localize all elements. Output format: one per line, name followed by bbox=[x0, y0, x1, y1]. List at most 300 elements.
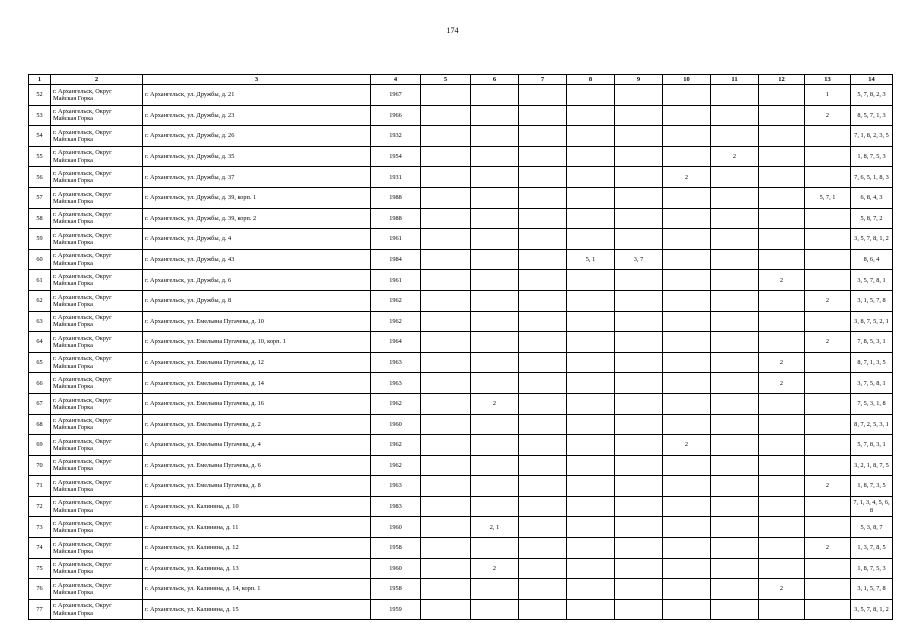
col5-cell bbox=[421, 311, 471, 332]
col6-cell bbox=[471, 167, 519, 188]
col9-cell bbox=[615, 579, 663, 600]
address-cell: г. Архангельск, ул. Емельяна Пугачева, д. 10, корп. 1 bbox=[143, 332, 371, 353]
year-cell: 1983 bbox=[371, 496, 421, 517]
col13-cell bbox=[805, 496, 851, 517]
col7-cell bbox=[519, 496, 567, 517]
col10-cell bbox=[663, 496, 711, 517]
table-row bbox=[29, 126, 893, 147]
col10-cell bbox=[663, 311, 711, 332]
row-number-cell: 61 bbox=[29, 270, 51, 291]
district-cell: г. Архангельск, Округ Майская Горка bbox=[51, 414, 143, 435]
col5-cell bbox=[421, 332, 471, 353]
year-cell: 1959 bbox=[371, 599, 421, 620]
col9-cell bbox=[615, 208, 663, 229]
col13-cell bbox=[805, 249, 851, 270]
col12-cell bbox=[759, 311, 805, 332]
col11-cell bbox=[711, 167, 759, 188]
col10-cell bbox=[663, 290, 711, 311]
row-number-cell: 57 bbox=[29, 187, 51, 208]
year-cell: 1962 bbox=[371, 393, 421, 414]
col11-cell bbox=[711, 373, 759, 394]
column-header-14: 14 bbox=[851, 75, 893, 85]
col7-cell bbox=[519, 208, 567, 229]
col8-cell bbox=[567, 496, 615, 517]
table-row bbox=[29, 208, 893, 229]
col14-cell: 3, 2, 1, 8, 7, 5 bbox=[851, 455, 893, 476]
col14-cell: 5, 3, 8, 7 bbox=[851, 517, 893, 538]
year-cell: 1961 bbox=[371, 270, 421, 291]
district-cell: г. Архангельск, Округ Майская Горка bbox=[51, 187, 143, 208]
district-cell: г. Архангельск, Округ Майская Горка bbox=[51, 311, 143, 332]
col10-cell bbox=[663, 208, 711, 229]
col9-cell bbox=[615, 332, 663, 353]
col7-cell bbox=[519, 599, 567, 620]
col7-cell bbox=[519, 332, 567, 353]
col13-cell bbox=[805, 435, 851, 456]
col11-cell bbox=[711, 187, 759, 208]
col7-cell bbox=[519, 270, 567, 291]
col13-cell bbox=[805, 599, 851, 620]
col14-cell: 8, 6, 4 bbox=[851, 249, 893, 270]
table-row bbox=[29, 579, 893, 600]
row-number-cell: 53 bbox=[29, 105, 51, 126]
year-cell: 1958 bbox=[371, 538, 421, 559]
col8-cell bbox=[567, 229, 615, 250]
col12-cell bbox=[759, 455, 805, 476]
col5-cell bbox=[421, 373, 471, 394]
address-cell: г. Архангельск, ул. Дружбы, д. 37 bbox=[143, 167, 371, 188]
col8-cell bbox=[567, 558, 615, 579]
column-header-13: 13 bbox=[805, 75, 851, 85]
col9-cell bbox=[615, 414, 663, 435]
col12-cell bbox=[759, 393, 805, 414]
col12-cell bbox=[759, 538, 805, 559]
col12-cell: 2 bbox=[759, 373, 805, 394]
district-cell: г. Архангельск, Округ Майская Горка bbox=[51, 208, 143, 229]
col10-cell bbox=[663, 455, 711, 476]
col6-cell bbox=[471, 249, 519, 270]
col11-cell bbox=[711, 558, 759, 579]
address-cell: г. Архангельск, ул. Емельяна Пугачева, д. 16 bbox=[143, 393, 371, 414]
col7-cell bbox=[519, 126, 567, 147]
col13-cell bbox=[805, 579, 851, 600]
col11-cell bbox=[711, 311, 759, 332]
col10-cell bbox=[663, 126, 711, 147]
col13-cell bbox=[805, 229, 851, 250]
row-number-cell: 60 bbox=[29, 249, 51, 270]
year-cell: 1963 bbox=[371, 352, 421, 373]
district-cell: г. Архангельск, Округ Майская Горка bbox=[51, 435, 143, 456]
col13-cell bbox=[805, 270, 851, 291]
address-cell: г. Архангельск, ул. Калинина, д. 15 bbox=[143, 599, 371, 620]
col8-cell bbox=[567, 579, 615, 600]
col14-cell: 3, 5, 7, 8, 1, 2 bbox=[851, 599, 893, 620]
table-row bbox=[29, 187, 893, 208]
col13-cell: 2 bbox=[805, 290, 851, 311]
col5-cell bbox=[421, 496, 471, 517]
address-cell: г. Архангельск, ул. Емельяна Пугачева, д. 8 bbox=[143, 476, 371, 497]
col11-cell bbox=[711, 126, 759, 147]
col11-cell bbox=[711, 414, 759, 435]
district-cell: г. Архангельск, Округ Майская Горка bbox=[51, 455, 143, 476]
col10-cell bbox=[663, 558, 711, 579]
col5-cell bbox=[421, 270, 471, 291]
col7-cell bbox=[519, 517, 567, 538]
year-cell: 1962 bbox=[371, 290, 421, 311]
col6-cell bbox=[471, 332, 519, 353]
col10-cell: 2 bbox=[663, 435, 711, 456]
col7-cell bbox=[519, 538, 567, 559]
col14-cell: 3, 1, 5, 7, 8 bbox=[851, 579, 893, 600]
col14-cell: 3, 1, 5, 7, 8 bbox=[851, 290, 893, 311]
col13-cell: 2 bbox=[805, 476, 851, 497]
table-row bbox=[29, 332, 893, 353]
col11-cell bbox=[711, 290, 759, 311]
col5-cell bbox=[421, 599, 471, 620]
col7-cell bbox=[519, 579, 567, 600]
col7-cell bbox=[519, 311, 567, 332]
col6-cell bbox=[471, 126, 519, 147]
col6-cell bbox=[471, 414, 519, 435]
col9-cell bbox=[615, 517, 663, 538]
col12-cell bbox=[759, 167, 805, 188]
col5-cell bbox=[421, 126, 471, 147]
col6-cell bbox=[471, 187, 519, 208]
address-cell: г. Архангельск, ул. Емельяна Пугачева, д. 12 bbox=[143, 352, 371, 373]
col9-cell bbox=[615, 105, 663, 126]
col12-cell bbox=[759, 435, 805, 456]
col7-cell bbox=[519, 85, 567, 106]
col14-cell: 7, 5, 3, 1, 8 bbox=[851, 393, 893, 414]
col8-cell bbox=[567, 393, 615, 414]
table-row bbox=[29, 311, 893, 332]
col9-cell bbox=[615, 311, 663, 332]
col10-cell bbox=[663, 579, 711, 600]
col5-cell bbox=[421, 517, 471, 538]
district-cell: г. Архангельск, Округ Майская Горка bbox=[51, 290, 143, 311]
col8-cell bbox=[567, 599, 615, 620]
col11-cell bbox=[711, 538, 759, 559]
col12-cell bbox=[759, 208, 805, 229]
table-row bbox=[29, 85, 893, 106]
column-header-11: 11 bbox=[711, 75, 759, 85]
district-cell: г. Архангельск, Округ Майская Горка bbox=[51, 373, 143, 394]
col8-cell bbox=[567, 352, 615, 373]
col11-cell bbox=[711, 476, 759, 497]
col9-cell bbox=[615, 455, 663, 476]
address-cell: г. Архангельск, ул. Дружбы, д. 6 bbox=[143, 270, 371, 291]
col10-cell bbox=[663, 476, 711, 497]
page-number: 174 bbox=[446, 26, 459, 35]
col8-cell bbox=[567, 208, 615, 229]
col9-cell bbox=[615, 496, 663, 517]
col9-cell bbox=[615, 126, 663, 147]
col14-cell: 3, 5, 7, 8, 1, 2 bbox=[851, 229, 893, 250]
col8-cell bbox=[567, 435, 615, 456]
col5-cell bbox=[421, 455, 471, 476]
col13-cell bbox=[805, 517, 851, 538]
row-number-cell: 69 bbox=[29, 435, 51, 456]
table-row bbox=[29, 270, 893, 291]
table-row bbox=[29, 393, 893, 414]
col12-cell: 2 bbox=[759, 270, 805, 291]
col5-cell bbox=[421, 167, 471, 188]
col7-cell bbox=[519, 455, 567, 476]
year-cell: 1960 bbox=[371, 558, 421, 579]
column-header-7: 7 bbox=[519, 75, 567, 85]
col13-cell: 2 bbox=[805, 105, 851, 126]
table-row bbox=[29, 146, 893, 167]
table-row bbox=[29, 249, 893, 270]
row-number-cell: 62 bbox=[29, 290, 51, 311]
address-cell: г. Архангельск, ул. Дружбы, д. 23 bbox=[143, 105, 371, 126]
table-row bbox=[29, 290, 893, 311]
col7-cell bbox=[519, 393, 567, 414]
col10-cell bbox=[663, 270, 711, 291]
column-header-5: 5 bbox=[421, 75, 471, 85]
col14-cell: 1, 8, 7, 5, 3 bbox=[851, 146, 893, 167]
col14-cell: 7, 1, 8, 2, 3, 5 bbox=[851, 126, 893, 147]
column-header-1: 1 bbox=[29, 75, 51, 85]
year-cell: 1988 bbox=[371, 187, 421, 208]
address-cell: г. Архангельск, ул. Дружбы, д. 26 bbox=[143, 126, 371, 147]
column-header-3: 3 bbox=[143, 75, 371, 85]
table-row bbox=[29, 352, 893, 373]
col10-cell bbox=[663, 332, 711, 353]
col14-cell: 6, 8, 4, 3 bbox=[851, 187, 893, 208]
table-row bbox=[29, 229, 893, 250]
col6-cell bbox=[471, 105, 519, 126]
col11-cell bbox=[711, 455, 759, 476]
col14-cell: 7, 1, 3, 4, 5, 6, 8 bbox=[851, 496, 893, 517]
district-cell: г. Архангельск, Округ Майская Горка bbox=[51, 496, 143, 517]
table-row bbox=[29, 455, 893, 476]
col5-cell bbox=[421, 558, 471, 579]
year-cell: 1962 bbox=[371, 311, 421, 332]
district-cell: г. Архангельск, Округ Майская Горка bbox=[51, 270, 143, 291]
table-row bbox=[29, 558, 893, 579]
district-cell: г. Архангельск, Округ Майская Горка bbox=[51, 146, 143, 167]
col12-cell: 2 bbox=[759, 579, 805, 600]
col11-cell bbox=[711, 332, 759, 353]
year-cell: 1967 bbox=[371, 85, 421, 106]
col13-cell: 2 bbox=[805, 332, 851, 353]
district-cell: г. Архангельск, Округ Майская Горка bbox=[51, 538, 143, 559]
col14-cell: 3, 7, 5, 8, 1 bbox=[851, 373, 893, 394]
col8-cell bbox=[567, 146, 615, 167]
col5-cell bbox=[421, 146, 471, 167]
address-cell: г. Архангельск, ул. Емельяна Пугачева, д. 10 bbox=[143, 311, 371, 332]
col8-cell bbox=[567, 85, 615, 106]
col10-cell bbox=[663, 146, 711, 167]
row-number-cell: 67 bbox=[29, 393, 51, 414]
district-cell: г. Архангельск, Округ Майская Горка bbox=[51, 517, 143, 538]
col12-cell bbox=[759, 476, 805, 497]
address-cell: г. Архангельск, ул. Емельяна Пугачева, д. 4 bbox=[143, 435, 371, 456]
district-cell: г. Архангельск, Округ Майская Горка bbox=[51, 476, 143, 497]
district-cell: г. Архангельск, Округ Майская Горка bbox=[51, 579, 143, 600]
year-cell: 1988 bbox=[371, 208, 421, 229]
col10-cell bbox=[663, 414, 711, 435]
row-number-cell: 68 bbox=[29, 414, 51, 435]
col5-cell bbox=[421, 85, 471, 106]
col11-cell bbox=[711, 599, 759, 620]
district-cell: г. Архангельск, Округ Майская Горка bbox=[51, 332, 143, 353]
year-cell: 1932 bbox=[371, 126, 421, 147]
table-row bbox=[29, 105, 893, 126]
address-cell: г. Архангельск, ул. Дружбы, д. 43 bbox=[143, 249, 371, 270]
col9-cell bbox=[615, 599, 663, 620]
col6-cell bbox=[471, 85, 519, 106]
col8-cell bbox=[567, 290, 615, 311]
col13-cell bbox=[805, 393, 851, 414]
row-number-cell: 54 bbox=[29, 126, 51, 147]
col14-cell: 3, 8, 7, 5, 2, 1 bbox=[851, 311, 893, 332]
col8-cell bbox=[567, 373, 615, 394]
col11-cell bbox=[711, 105, 759, 126]
col8-cell bbox=[567, 332, 615, 353]
col9-cell bbox=[615, 538, 663, 559]
col5-cell bbox=[421, 208, 471, 229]
col8-cell bbox=[567, 105, 615, 126]
col13-cell bbox=[805, 208, 851, 229]
col8-cell bbox=[567, 126, 615, 147]
col10-cell bbox=[663, 393, 711, 414]
table-row bbox=[29, 538, 893, 559]
col6-cell bbox=[471, 435, 519, 456]
col6-cell bbox=[471, 311, 519, 332]
col5-cell bbox=[421, 579, 471, 600]
address-cell: г. Архангельск, ул. Дружбы, д. 39, корп. 2 bbox=[143, 208, 371, 229]
district-cell: г. Архангельск, Округ Майская Горка bbox=[51, 229, 143, 250]
col7-cell bbox=[519, 249, 567, 270]
table-row bbox=[29, 517, 893, 538]
column-header-4: 4 bbox=[371, 75, 421, 85]
col11-cell: 2 bbox=[711, 146, 759, 167]
col12-cell bbox=[759, 126, 805, 147]
col14-cell: 1, 8, 7, 5, 3 bbox=[851, 558, 893, 579]
year-cell: 1963 bbox=[371, 476, 421, 497]
col12-cell bbox=[759, 558, 805, 579]
col12-cell bbox=[759, 229, 805, 250]
col9-cell bbox=[615, 352, 663, 373]
col9-cell bbox=[615, 229, 663, 250]
col14-cell: 1, 8, 7, 3, 5 bbox=[851, 476, 893, 497]
address-cell: г. Архангельск, ул. Калинина, д. 12 bbox=[143, 538, 371, 559]
col13-cell bbox=[805, 373, 851, 394]
row-number-cell: 72 bbox=[29, 496, 51, 517]
row-number-cell: 59 bbox=[29, 229, 51, 250]
year-cell: 1954 bbox=[371, 146, 421, 167]
col10-cell bbox=[663, 538, 711, 559]
table-row bbox=[29, 476, 893, 497]
year-cell: 1961 bbox=[371, 229, 421, 250]
col14-cell: 7, 8, 5, 3, 1 bbox=[851, 332, 893, 353]
col8-cell bbox=[567, 455, 615, 476]
col7-cell bbox=[519, 187, 567, 208]
col10-cell bbox=[663, 517, 711, 538]
col9-cell bbox=[615, 435, 663, 456]
col5-cell bbox=[421, 290, 471, 311]
col12-cell bbox=[759, 517, 805, 538]
district-cell: г. Архангельск, Округ Майская Горка bbox=[51, 167, 143, 188]
district-cell: г. Архангельск, Округ Майская Горка bbox=[51, 105, 143, 126]
column-header-6: 6 bbox=[471, 75, 519, 85]
year-cell: 1931 bbox=[371, 167, 421, 188]
col9-cell bbox=[615, 290, 663, 311]
column-header-10: 10 bbox=[663, 75, 711, 85]
col11-cell bbox=[711, 229, 759, 250]
col5-cell bbox=[421, 105, 471, 126]
col8-cell bbox=[567, 476, 615, 497]
col6-cell bbox=[471, 270, 519, 291]
col7-cell bbox=[519, 414, 567, 435]
col6-cell bbox=[471, 208, 519, 229]
col8-cell bbox=[567, 167, 615, 188]
col10-cell bbox=[663, 352, 711, 373]
col6-cell bbox=[471, 579, 519, 600]
col6-cell: 2, 1 bbox=[471, 517, 519, 538]
table-body bbox=[29, 85, 893, 620]
col11-cell bbox=[711, 352, 759, 373]
col10-cell bbox=[663, 187, 711, 208]
col14-cell: 3, 5, 7, 8, 1 bbox=[851, 270, 893, 291]
col5-cell bbox=[421, 476, 471, 497]
col9-cell bbox=[615, 85, 663, 106]
col6-cell bbox=[471, 352, 519, 373]
col13-cell bbox=[805, 352, 851, 373]
row-number-cell: 56 bbox=[29, 167, 51, 188]
col8-cell: 5, 1 bbox=[567, 249, 615, 270]
row-number-cell: 65 bbox=[29, 352, 51, 373]
address-cell: г. Архангельск, ул. Дружбы, д. 39, корп. 1 bbox=[143, 187, 371, 208]
col9-cell bbox=[615, 270, 663, 291]
col11-cell bbox=[711, 435, 759, 456]
address-cell: г. Архангельск, ул. Дружбы, д. 21 bbox=[143, 85, 371, 106]
col9-cell bbox=[615, 167, 663, 188]
col12-cell bbox=[759, 332, 805, 353]
col13-cell bbox=[805, 126, 851, 147]
col5-cell bbox=[421, 249, 471, 270]
year-cell: 1963 bbox=[371, 373, 421, 394]
district-cell: г. Архангельск, Округ Майская Горка bbox=[51, 85, 143, 106]
col8-cell bbox=[567, 270, 615, 291]
table-header-row bbox=[29, 75, 893, 85]
col10-cell bbox=[663, 249, 711, 270]
column-header-12: 12 bbox=[759, 75, 805, 85]
col12-cell bbox=[759, 146, 805, 167]
col9-cell bbox=[615, 476, 663, 497]
address-cell: г. Архангельск, ул. Дружбы, д. 4 bbox=[143, 229, 371, 250]
col11-cell bbox=[711, 270, 759, 291]
col7-cell bbox=[519, 290, 567, 311]
col7-cell bbox=[519, 435, 567, 456]
col6-cell: 2 bbox=[471, 558, 519, 579]
col13-cell bbox=[805, 414, 851, 435]
col13-cell: 5, 7, 1 bbox=[805, 187, 851, 208]
col11-cell bbox=[711, 393, 759, 414]
col6-cell: 2 bbox=[471, 393, 519, 414]
col12-cell bbox=[759, 187, 805, 208]
col8-cell bbox=[567, 538, 615, 559]
col6-cell bbox=[471, 373, 519, 394]
col6-cell bbox=[471, 290, 519, 311]
col11-cell bbox=[711, 85, 759, 106]
col13-cell bbox=[805, 146, 851, 167]
col11-cell bbox=[711, 496, 759, 517]
col13-cell bbox=[805, 167, 851, 188]
col7-cell bbox=[519, 146, 567, 167]
